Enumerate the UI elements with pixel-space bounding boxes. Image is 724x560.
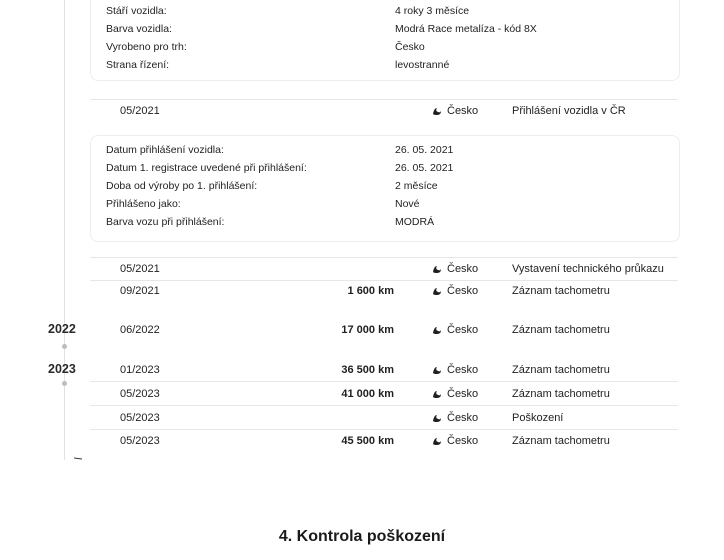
detail-value: levostranné bbox=[395, 59, 450, 71]
country-flag-icon bbox=[432, 365, 442, 375]
detail-label: Přihlášeno jako: bbox=[106, 198, 181, 210]
row-km: 17 000 km bbox=[341, 324, 394, 336]
detail-label: Doba od výroby po 1. přihlášení: bbox=[106, 180, 258, 192]
timeline-dot bbox=[62, 381, 67, 386]
history-row[interactable] bbox=[90, 257, 678, 281]
history-row[interactable] bbox=[90, 319, 678, 341]
row-country: Česko bbox=[447, 412, 479, 424]
detail-label: Stáří vozidla: bbox=[106, 5, 167, 17]
detail-value: 2 měsíce bbox=[395, 180, 438, 192]
detail-value: 26. 05. 2021 bbox=[395, 144, 454, 156]
row-country: Česko bbox=[447, 388, 479, 400]
row-km: 41 000 km bbox=[341, 388, 394, 400]
row-country: Česko bbox=[447, 364, 479, 376]
row-event: Záznam tachometru bbox=[512, 388, 610, 400]
history-row[interactable] bbox=[90, 430, 678, 452]
row-date: 01/2023 bbox=[120, 364, 160, 376]
history-row[interactable] bbox=[90, 407, 678, 430]
detail-label: Barva vozu při přihlášení: bbox=[106, 216, 225, 228]
country-flag-icon bbox=[432, 389, 442, 399]
year-label: 2022 bbox=[48, 322, 76, 336]
row-date: 09/2021 bbox=[120, 285, 160, 297]
row-country: Česko bbox=[447, 285, 479, 297]
detail-value: Nové bbox=[395, 198, 420, 210]
timeline-dot bbox=[62, 344, 67, 349]
country-flag-icon bbox=[432, 106, 442, 116]
row-event: Poškození bbox=[512, 412, 564, 424]
row-country: Česko bbox=[447, 324, 479, 336]
section-title: 4. Kontrola poškození bbox=[278, 528, 446, 545]
history-row[interactable] bbox=[90, 383, 678, 406]
row-km: 45 500 km bbox=[341, 435, 394, 447]
row-country: Česko bbox=[447, 435, 479, 447]
country-flag-icon bbox=[432, 413, 442, 423]
history-row-registration[interactable] bbox=[90, 99, 678, 122]
detail-value: 4 roky 3 měsíce bbox=[395, 5, 470, 17]
timeline-line bbox=[64, 0, 65, 460]
country-flag-icon bbox=[432, 286, 442, 296]
country-flag-icon bbox=[432, 264, 442, 274]
country-flag-icon bbox=[432, 325, 442, 335]
row-country: Česko bbox=[447, 263, 479, 275]
detail-label: Barva vozidla: bbox=[106, 23, 172, 35]
row-date: 05/2023 bbox=[120, 388, 160, 400]
detail-label: Datum přihlášení vozidla: bbox=[106, 144, 224, 156]
detail-value: 26. 05. 2021 bbox=[395, 162, 454, 174]
history-row[interactable] bbox=[90, 359, 678, 382]
row-event: Záznam tachometru bbox=[512, 364, 610, 376]
row-km: 1 600 km bbox=[347, 285, 394, 297]
row-country: Česko bbox=[447, 105, 479, 117]
year-label: 2023 bbox=[48, 362, 76, 376]
row-km: 36 500 km bbox=[341, 364, 394, 376]
scan-mark bbox=[74, 457, 82, 460]
row-date: 06/2022 bbox=[120, 324, 160, 336]
detail-label: Datum 1. registrace uvedené při přihlášení: bbox=[106, 162, 307, 174]
row-event: Záznam tachometru bbox=[512, 324, 610, 336]
history-row[interactable] bbox=[90, 280, 678, 302]
detail-value: Česko bbox=[395, 41, 425, 53]
detail-value: Modrá Race metalíza - kód 8X bbox=[395, 23, 537, 35]
row-date: 05/2023 bbox=[120, 412, 160, 424]
row-event: Vystavení technického průkazu bbox=[512, 263, 664, 275]
detail-value: MODRÁ bbox=[395, 216, 435, 228]
country-flag-icon bbox=[432, 436, 442, 446]
row-date: 05/2021 bbox=[120, 105, 160, 117]
detail-label: Vyrobeno pro trh: bbox=[106, 41, 187, 53]
row-event: Přihlášení vozidla v ČR bbox=[512, 105, 626, 117]
row-event: Záznam tachometru bbox=[512, 285, 610, 297]
row-date: 05/2021 bbox=[120, 263, 160, 275]
row-date: 05/2023 bbox=[120, 435, 160, 447]
detail-label: Strana řízení: bbox=[106, 59, 170, 71]
row-event: Záznam tachometru bbox=[512, 435, 610, 447]
